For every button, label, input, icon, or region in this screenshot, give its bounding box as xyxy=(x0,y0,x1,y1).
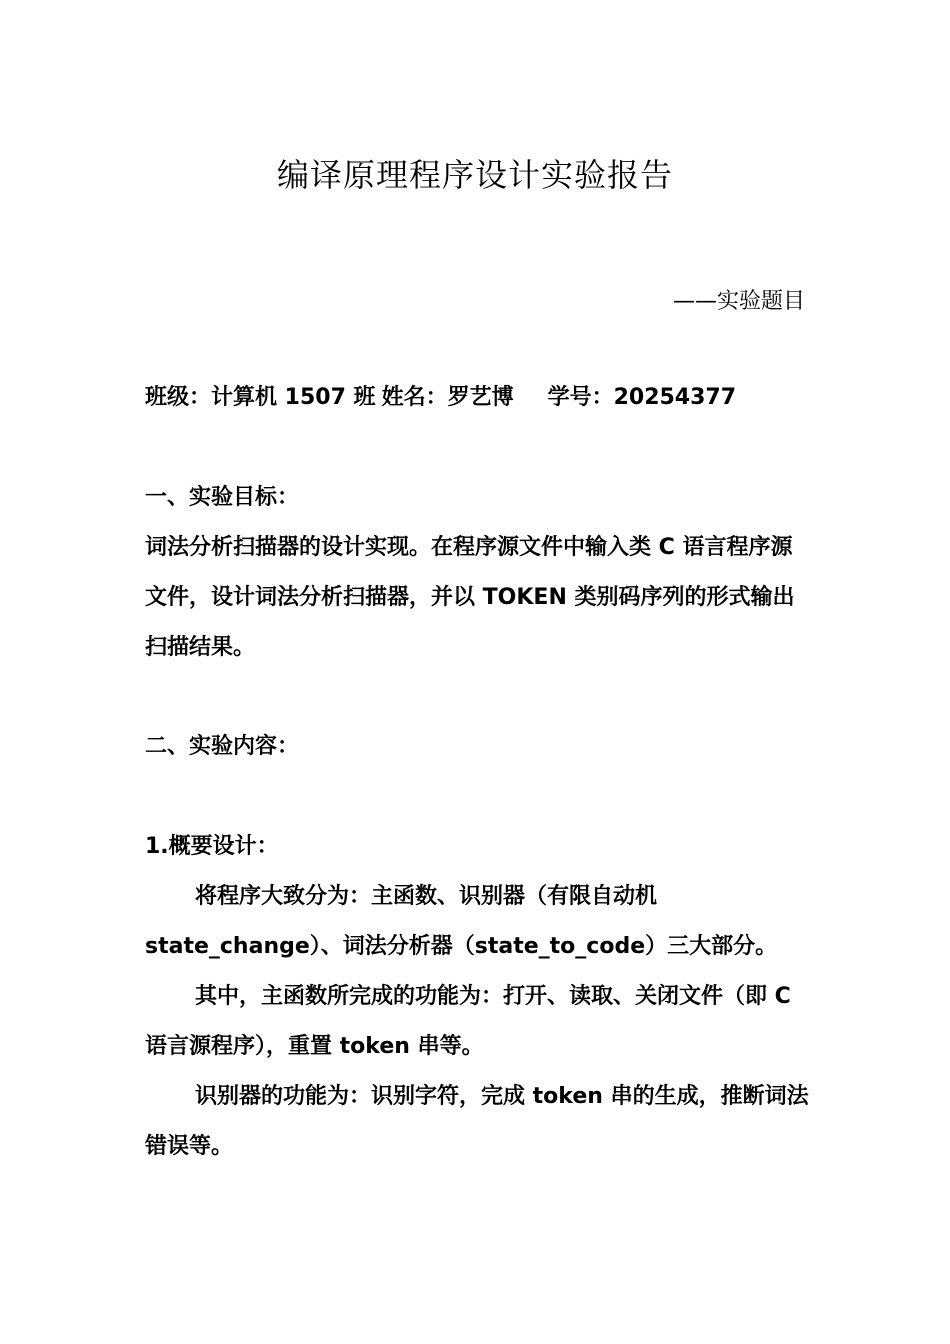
section-paragraph: 识别器的功能为：识别字符，完成 token 串的生成，推断词法错误等。 xyxy=(145,1084,809,1159)
student-id-info: 学号：20254377 xyxy=(547,385,737,410)
section-objective xyxy=(145,473,810,673)
section-heading: 二、实验内容： xyxy=(145,734,300,759)
section-heading: 一、实验目标： xyxy=(145,485,300,510)
section-content xyxy=(145,722,810,772)
section-paragraph: 将程序大致分为：主函数、识别器（有限自动机 state_change）、词法分析器（state_to_code）三大部分。 xyxy=(145,884,778,959)
section-paragraph: 词法分析扫描器的设计实现。在程序源文件中输入类 C 语言程序源文件，设计词法分析扫描器，并以 TOKEN 类别码序列的形式输出扫描结果。 xyxy=(145,535,795,660)
class-info: 班级：计算机 1507 班 xyxy=(145,385,376,410)
section-overview-design xyxy=(145,822,810,1172)
document-subtitle: ——实验题目 xyxy=(672,289,805,314)
section-heading: 1.概要设计： xyxy=(145,834,279,859)
section-paragraph: 其中，主函数所完成的功能为：打开、读取、关闭文件（即 C 语言源程序），重置 token 串等。 xyxy=(145,984,791,1059)
name-info: 姓名：罗艺博 xyxy=(381,385,514,410)
document-title: 编译原理程序设计实验报告 xyxy=(276,156,673,194)
student-info xyxy=(145,373,810,423)
